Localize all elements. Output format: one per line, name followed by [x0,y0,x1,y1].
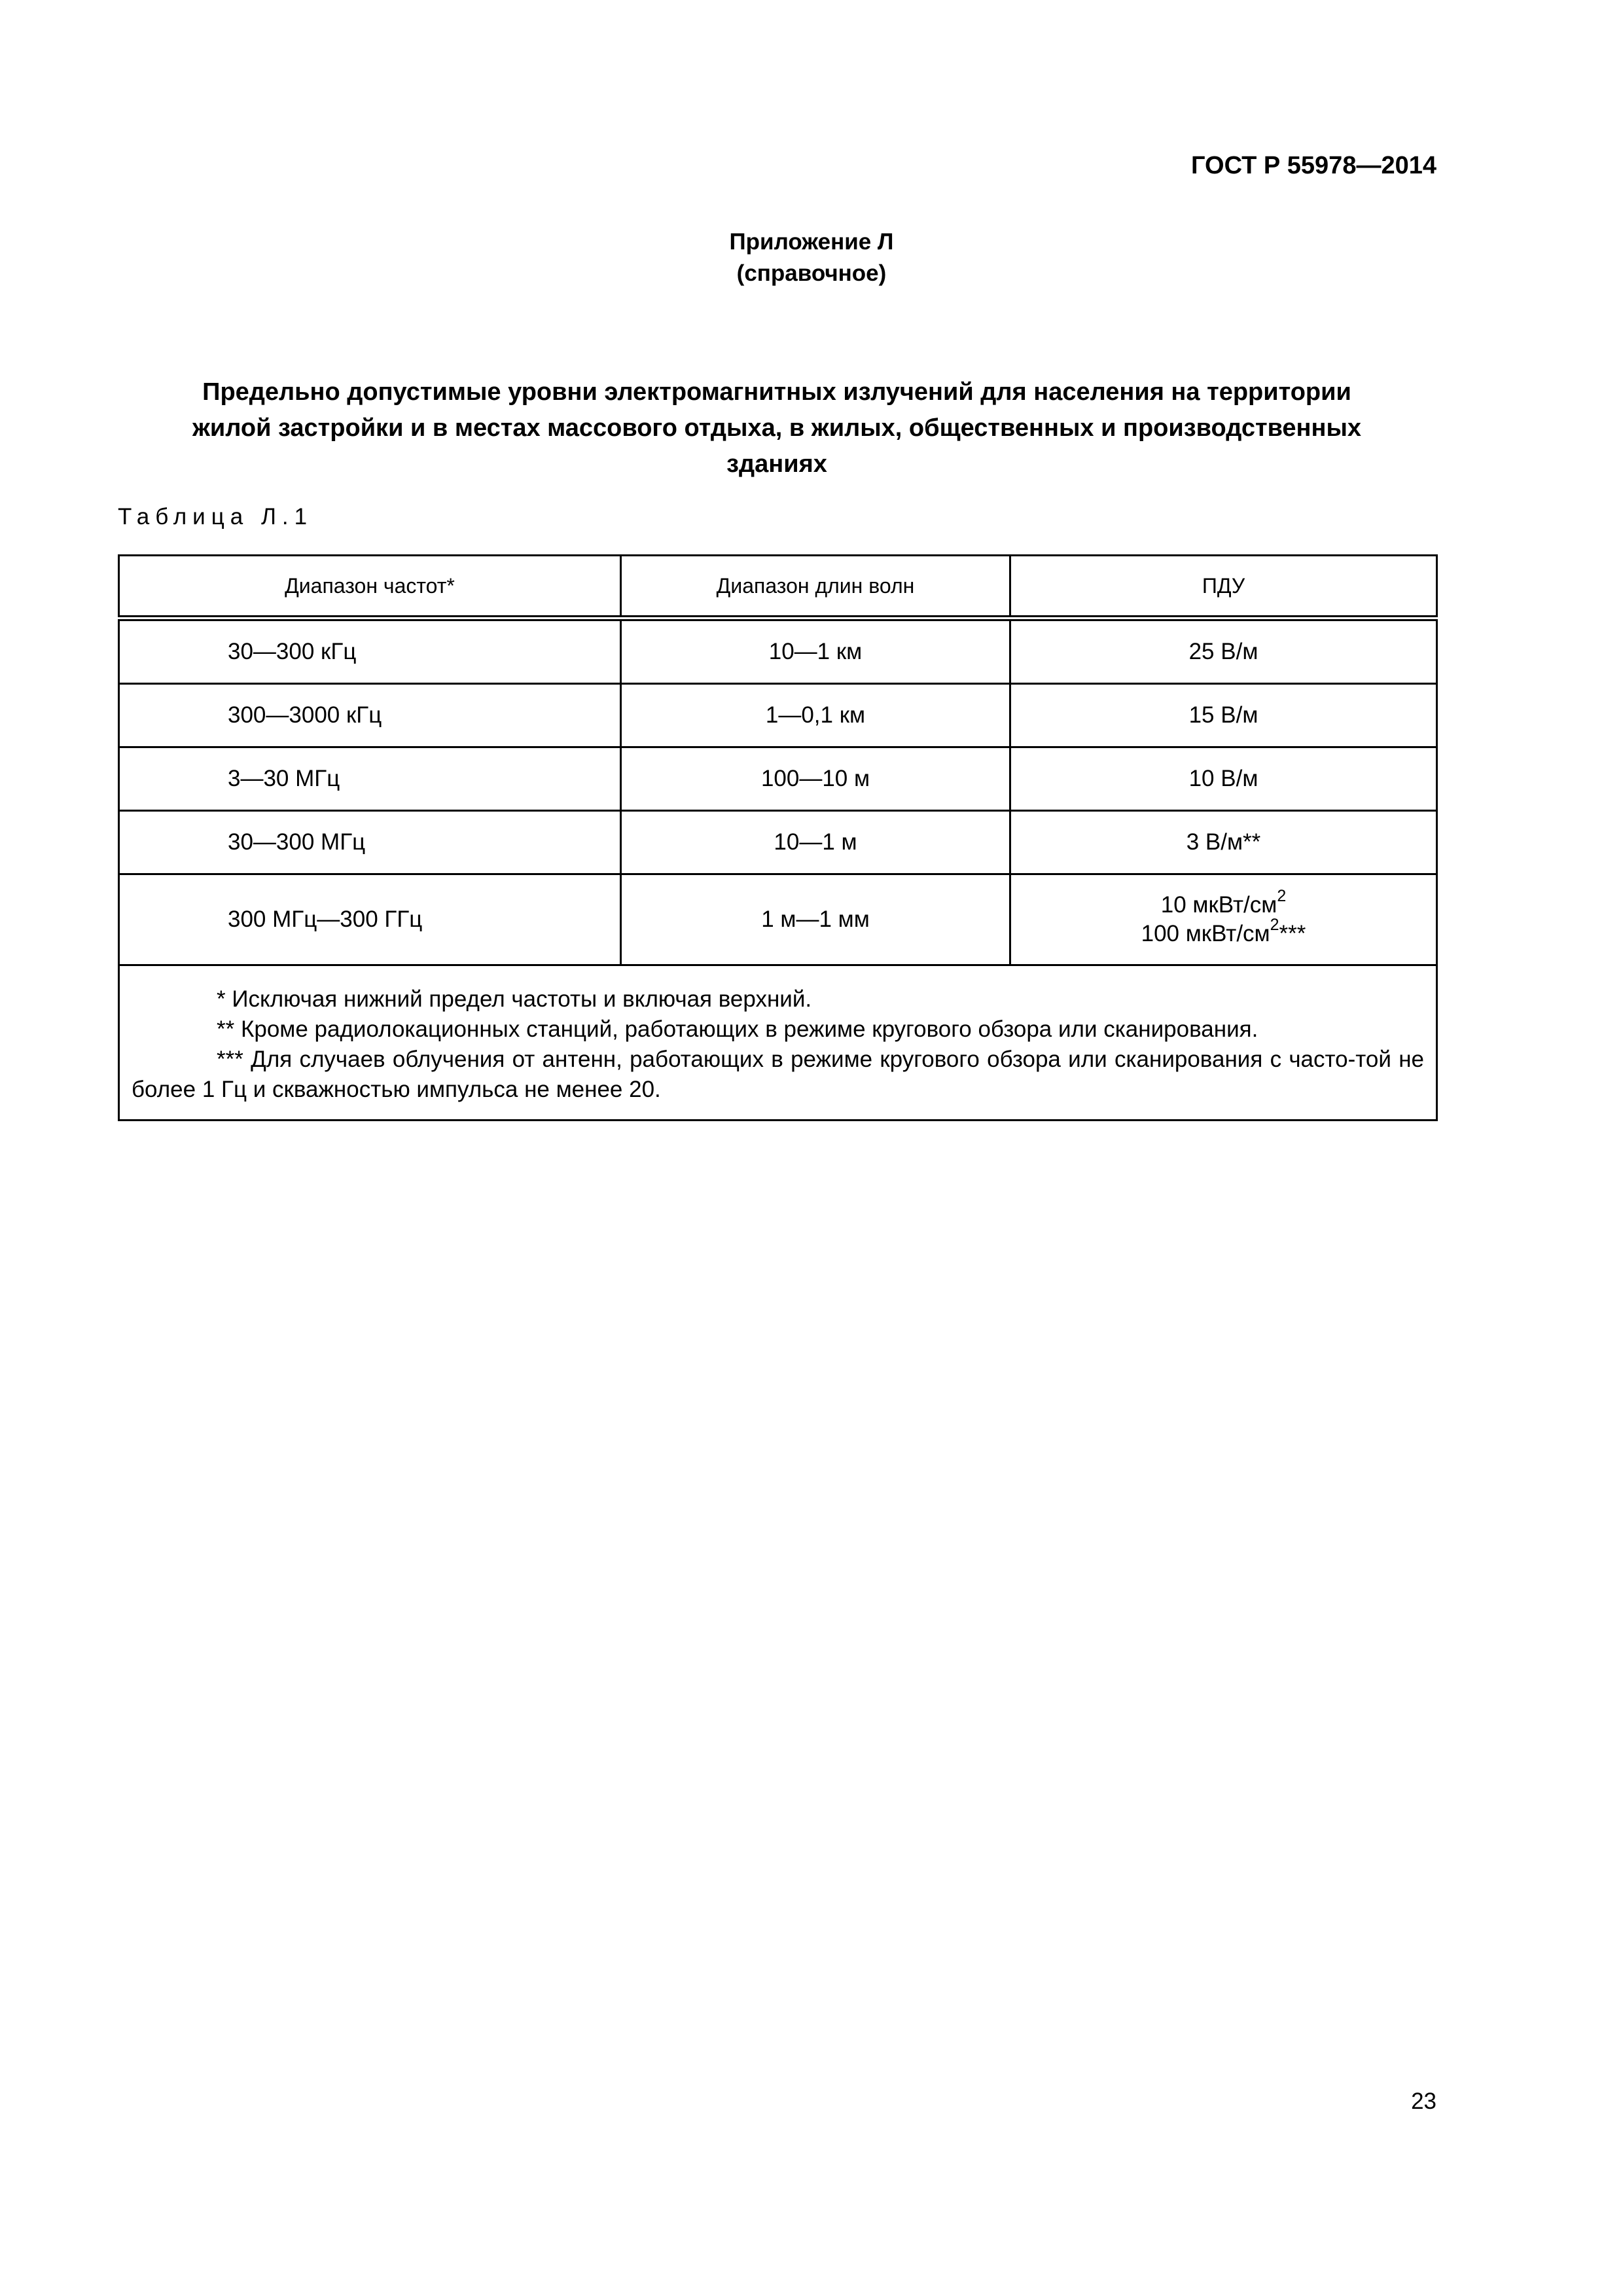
cell-frequency: 30—300 кГц [119,619,621,684]
cell-frequency: 3—30 МГц [119,747,621,811]
table-row [119,811,1437,874]
title-line-3: зданиях [726,450,827,478]
appendix-subtitle: (справочное) [736,260,887,286]
table-row [119,619,1437,684]
cell-wavelength: 10—1 м [621,811,1010,874]
page-title [118,374,1436,482]
document-code: ГОСТ Р 55978—2014 [1191,152,1436,179]
header-pdu: ПДУ [1010,556,1437,619]
footnote-1: * Исключая нижний предел частоты и включая верхний. [217,986,812,1012]
cell-pdu [1010,874,1437,965]
title-line-1: Предельно допустимые уровни электромагнитных излучений для населения на территории [202,378,1351,406]
table-row [119,747,1437,811]
title-line-2: жилой застройки и в местах массового отдыха, в жилых, общественных и производственных [192,414,1362,442]
appendix-heading [0,226,1623,289]
cell-frequency: 30—300 МГц [119,811,621,874]
table-row [119,874,1437,965]
cell-pdu: 25 В/м [1010,619,1437,684]
footnote-3: *** Для случаев облучения от антенн, работающих в режиме кругового обзора или сканирования с часто-той не более 1 Гц и скважностью импульса не менее 20. [132,1047,1424,1102]
cell-frequency: 300—3000 кГц [119,684,621,747]
table-row [119,684,1437,747]
table-label: Таблица Л.1 [118,504,313,529]
cell-frequency: 300 МГц—300 ГГц [119,874,621,965]
cell-wavelength: 10—1 км [621,619,1010,684]
cell-pdu: 10 В/м [1010,747,1437,811]
cell-pdu: 15 В/м [1010,684,1437,747]
cell-wavelength: 1 м—1 мм [621,874,1010,965]
cell-pdu: 3 В/м** [1010,811,1437,874]
pdu-value-line-2: 100 мкВт/$см^2***$ [1141,916,1306,946]
header-frequency-range: Диапазон частот* [119,556,621,619]
header-wavelength-range: Диапазон длин волн [621,556,1010,619]
table-notes-row [119,965,1437,1121]
cell-wavelength: 100—10 м [621,747,1010,811]
footnote-2: ** Кроме радиолокационных станций, работающих в режиме кругового обзора или сканирования. [217,1016,1258,1042]
table-header-row [119,556,1437,619]
emission-limits-table [118,554,1438,1121]
page-number: 23 [1411,2089,1436,2114]
pdu-value-line-1: 10 мкВт/$см^2$ [1160,887,1287,918]
appendix-title: Приложение Л [729,229,894,255]
cell-wavelength: 1—0,1 км [621,684,1010,747]
table-notes [119,965,1437,1121]
